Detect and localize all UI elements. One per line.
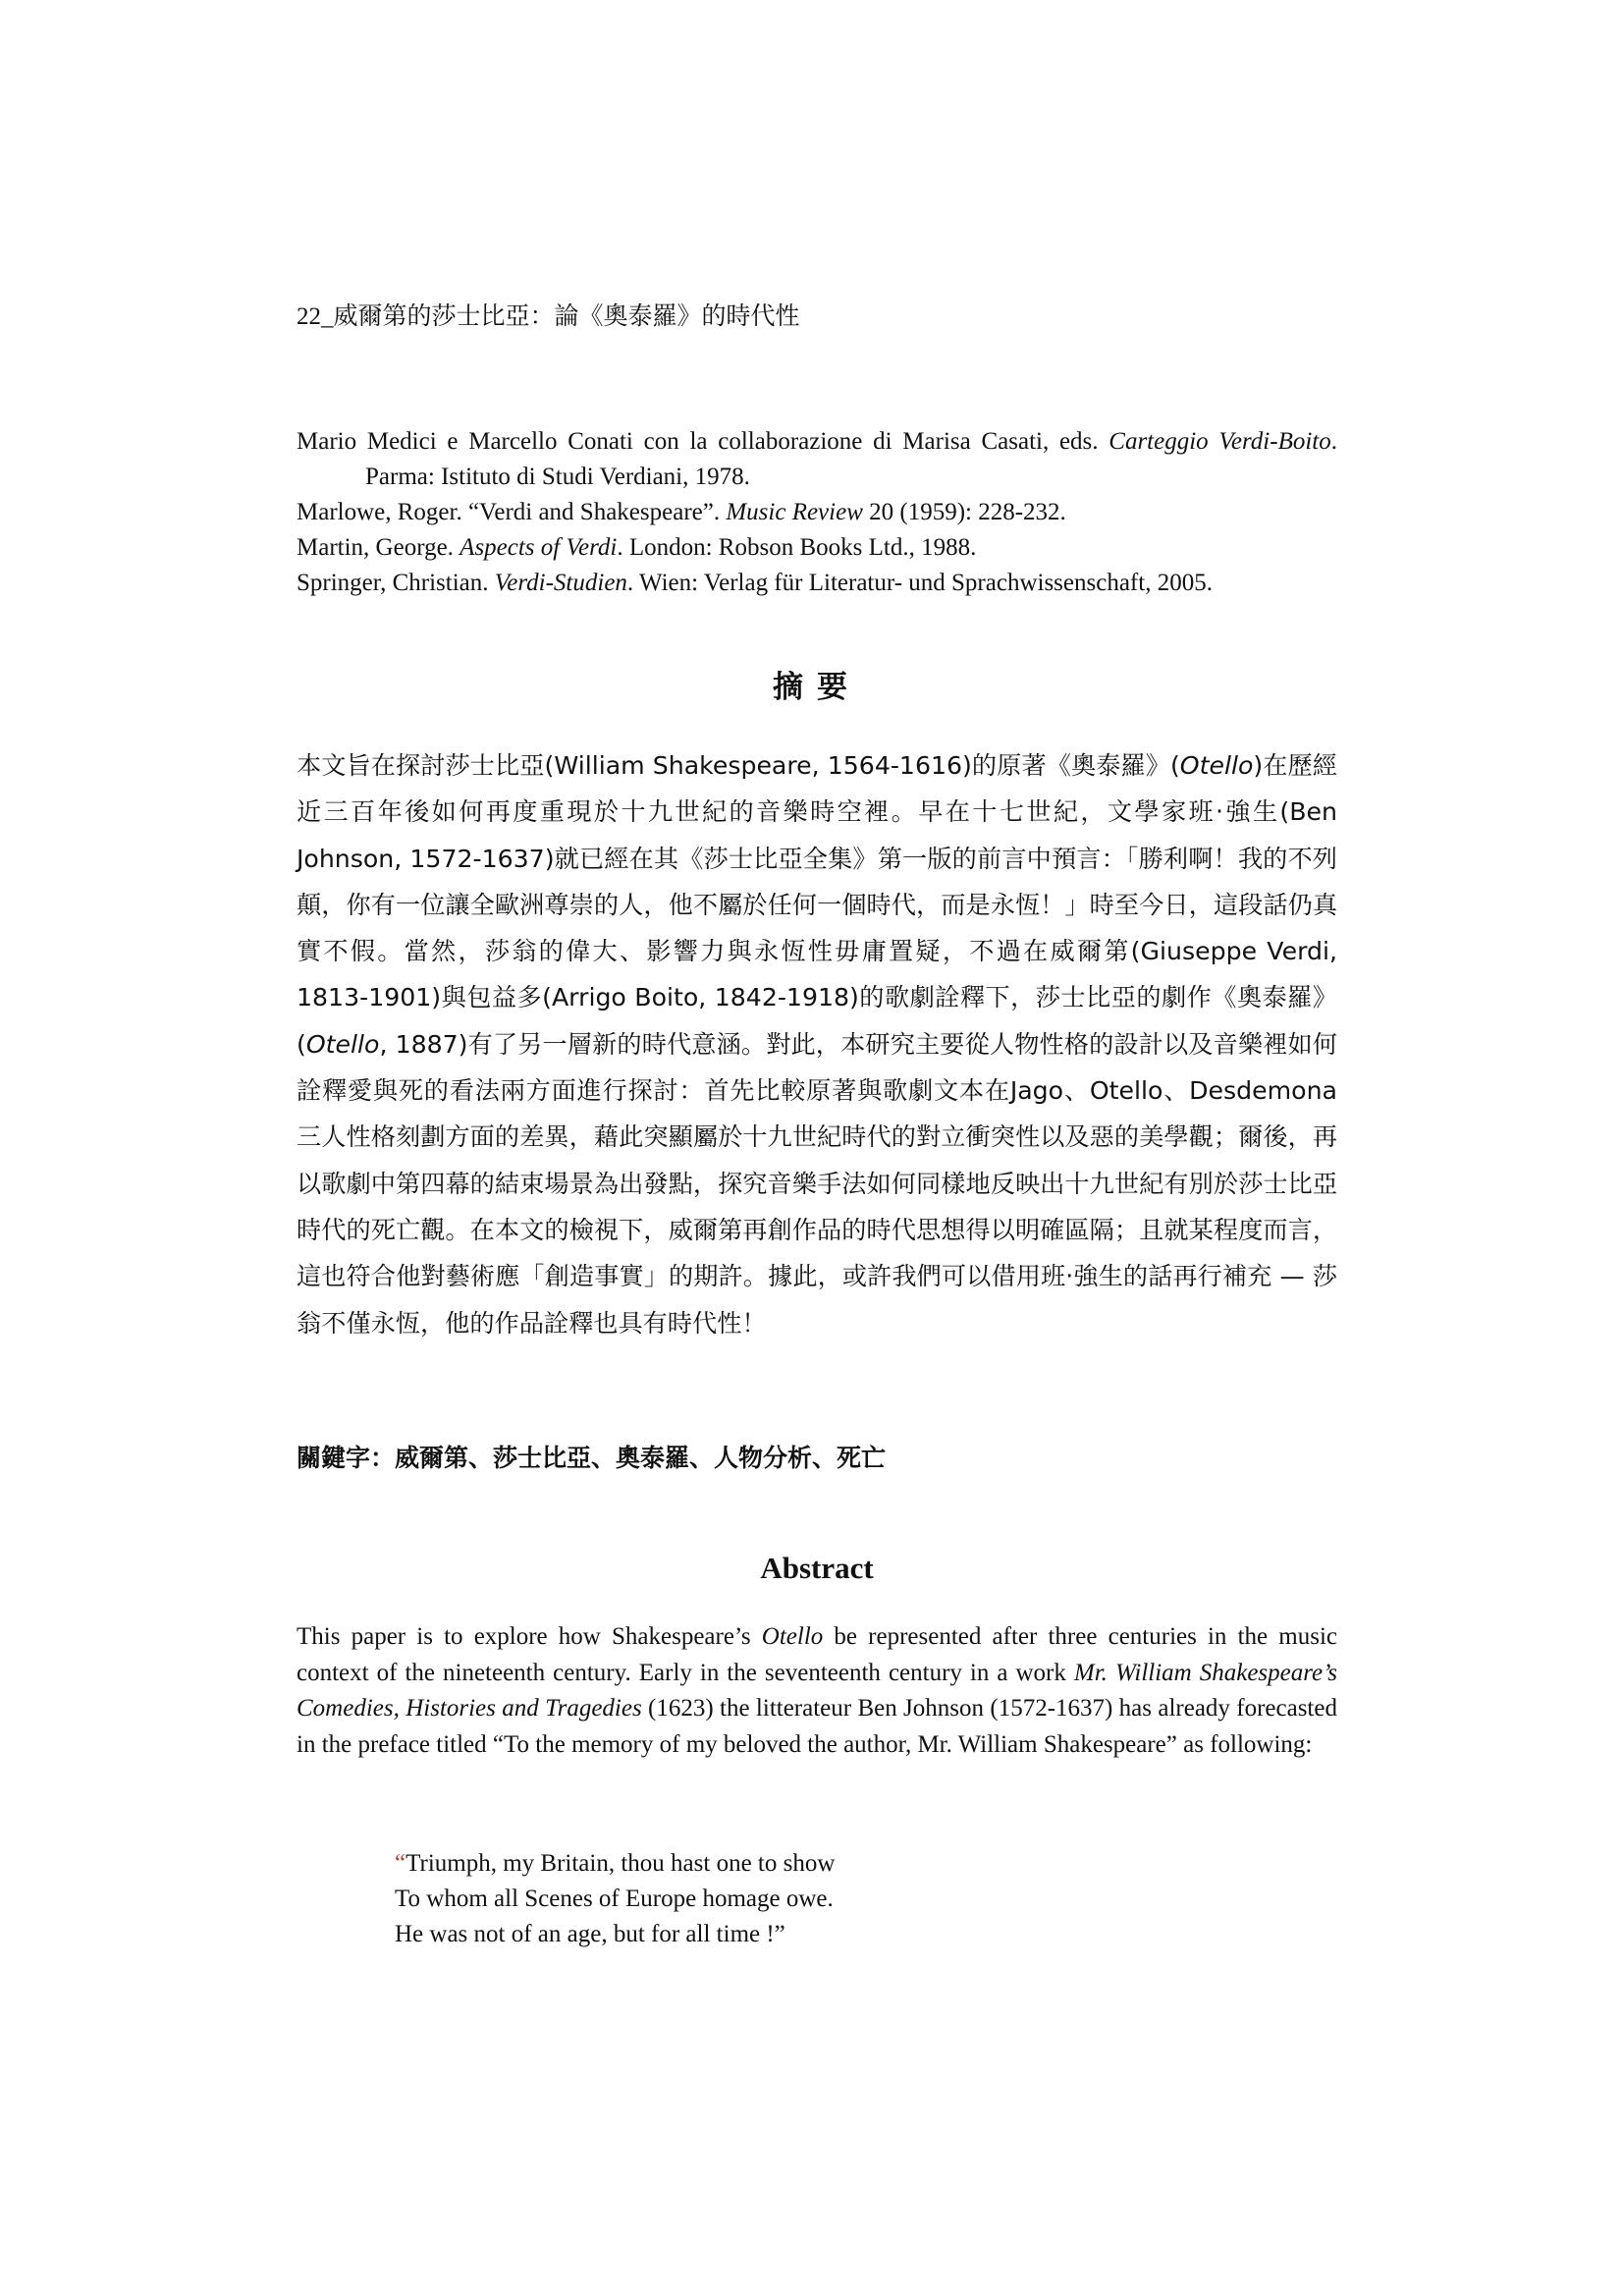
reference-title: Carteggio Verdi-Boito <box>1108 428 1331 455</box>
reference-text: Mario Medici e Marcello Conati con la collaborazione di Marisa Casati, eds. <box>297 428 1109 455</box>
reference-entry <box>297 530 1337 566</box>
abstract-en-heading: Abstract <box>760 1551 874 1585</box>
quote-line: He was not of an age, but for all time !” <box>395 1921 785 1947</box>
keywords-line: 關鍵字：威爾第、莎士比亞、奧泰羅、人物分析、死亡 <box>297 1444 887 1472</box>
running-header: 22_威爾第的莎士比亞：論《奧泰羅》的時代性 <box>297 303 800 330</box>
work-title: Otello <box>305 1029 380 1059</box>
abstract-zh-heading: 摘要 <box>773 670 861 705</box>
quote-line: To whom all Scenes of Europe homage owe. <box>395 1886 834 1912</box>
reference-text: . London: Robson Books Ltd., 1988. <box>617 534 977 561</box>
document-page <box>297 0 1337 2296</box>
reference-text: . Wien: Verlag für Literatur- und Sprachwissenschaft, 2005. <box>626 570 1213 596</box>
reference-text: Martin, George. <box>297 534 460 561</box>
open-quote-mark: “ <box>395 1850 406 1877</box>
reference-entry <box>297 566 1337 601</box>
abstract-zh-paragraph <box>297 742 1337 1346</box>
reference-text: . Parma: Istituto di Studi Verdiani, 1978. <box>365 428 1337 490</box>
reference-text: Marlowe, Roger. “Verdi and Shakespeare”. <box>297 499 727 525</box>
abstract-en-text: This paper is to explore how Shakespeare’s <box>297 1623 762 1650</box>
abstract-en-text: be represented after three centuries in the music context of the nineteenth century. Early in the seventeenth century in a work <box>297 1623 1337 1686</box>
work-title: Mr. William Shakespeare’s Comedies, Histories and Tragedies <box>297 1659 1337 1722</box>
reference-title: Aspects of Verdi <box>460 534 618 561</box>
abstract-zh-text: 本文旨在探討莎士比亞(William Shakespeare, 1564-1616)的原著《奧泰羅》( <box>297 751 1180 780</box>
abstract-zh-text: )在歷經近三百年後如何再度重現於十九世紀的音樂時空裡。早在十七世紀，文學家班‧強生(Ben Johnson, 1572-1637)就已經在其《莎士比亞全集》第一版的前言中預言：「勝利啊！我的不列顛，你有一位讓全歐洲尊崇的人，他不屬於任何一個時代，而是永恆！」時至今日，這段話仍真實不假。當然，莎翁的偉大、影響力與永恆性毋庸置疑，不過在威爾第(Giuseppe Verdi, 1813-1901)與包益多(Arrigo Boito, 1842-1918)的歌劇詮釋下，莎士比亞的劇作《奧泰羅》( <box>297 751 1337 1059</box>
reference-title: Music Review <box>726 499 863 525</box>
reference-entry <box>297 495 1337 530</box>
abstract-en-text: (1623) the litterateur Ben Johnson (1572-1637) has already forecasted in the preface titled “To the memory of my beloved the author, Mr. William Shakespeare” as following: <box>297 1695 1337 1758</box>
reference-text: 20 (1959): 228-232. <box>862 499 1066 525</box>
quote-text: Triumph, my Britain, thou hast one to show <box>406 1850 836 1877</box>
work-title: Otello <box>1179 751 1254 780</box>
reference-entry <box>297 424 1337 495</box>
reference-text: Springer, Christian. <box>297 570 495 596</box>
abstract-zh-text: , 1887)有了另一層新的時代意涵。對此，本研究主要從人物性格的設計以及音樂裡如何詮釋愛與死的看法兩方面進行探討：首先比較原著與歌劇文本在Jago、Otello、Desdemona三人性格刻劃方面的差異，藉此突顯屬於十九世紀時代的對立衝突性以及惡的美學觀；爾後，再以歌劇中第四幕的結束場景為出發點，探究音樂手法如何同樣地反映出十九世紀有別於莎士比亞時代的死亡觀。在本文的檢視下，威爾第再創作品的時代思想得以明確區隔；且就某程度而言，這也符合他對藝術應「創造事實」的期許。據此，或許我們可以借用班‧強生的話再行補充 — 莎翁不僅永恆，他的作品詮釋也具有時代性！ <box>297 1029 1337 1338</box>
work-title: Otello <box>761 1623 824 1650</box>
block-quote <box>395 1846 835 1952</box>
reference-title: Verdi-Studien <box>494 570 627 596</box>
abstract-en-paragraph <box>297 1619 1337 1763</box>
reference-list <box>297 424 1337 601</box>
quote-line <box>395 1846 835 1882</box>
